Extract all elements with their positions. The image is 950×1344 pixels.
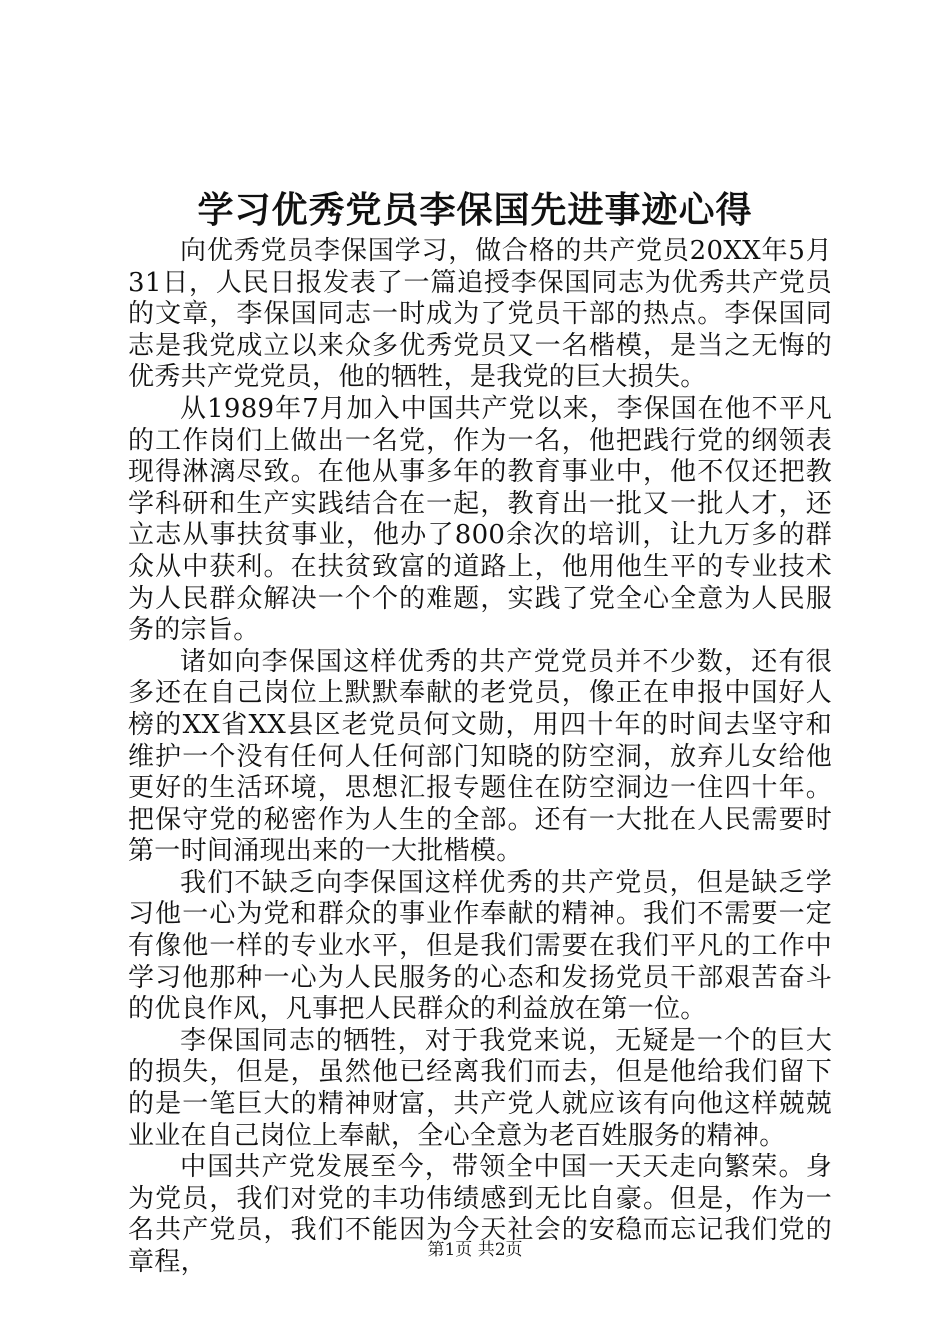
page-footer: 第1页 共2页 [427,1240,523,1260]
paragraph: 诸如向李保国这样优秀的共产党党员并不少数，还有很多还在自己岗位上默默奉献的老党员，像正在申报中国好人榜的XX省XX县区老党员何文勋，用四十年的时间去坚守和维护一个没有任何人任何部门知晓的防空洞，放弃儿女给他更好的生活环境，思想汇报专题住在防空洞边一住四十年。把保守党的秘密作为人生的全部。还有一大批在人民需要时第一时间涌现出来的一大批楷模。 [128,646,832,867]
paragraph: 中国共产党发展至今，带领全中国一天天走向繁荣。身为党员，我们对党的丰功伟绩感到无比自豪。但是，作为一名共产党员，我们不能因为今天社会的安稳而忘记我们党的章程， [128,1152,832,1277]
paragraph: 向优秀党员李保国学习，做合格的共产党员20XX年5月31日，人民日报发表了一篇追授李保国同志为优秀共产党员的文章，李保国同志一时成为了党员干部的热点。李保国同志是我党成立以来众多优秀党员又一名楷模，是当之无悔的优秀共产党党员，他的牺牲，是我党的巨大损失。 [128,236,832,393]
paragraph: 李保国同志的牺牲，对于我党来说，无疑是一个的巨大的损失，但是，虽然他已经离我们而去，但是他给我们留下的是一笔巨大的精神财富，共产党人就应该有向他这样兢兢业业在自己岗位上奉献，全心全意为老百姓服务的精神。 [128,1025,832,1151]
document-title: 学习优秀党员李保国先进事迹心得 [197,189,753,231]
paragraph: 从1989年7月加入中国共产党以来，李保国在他不平凡的工作岗们上做出一名党，作为一名，他把践行党的纲领表现得淋漓尽致。在他从事多年的教育事业中，他不仅还把教学科研和生产实践结合在一起，教育出一批又一批人才，还立志从事扶贫事业，他办了800余次的培训，让九万多的群众从中获利。在扶贫致富的道路上，他用他生平的专业技术为人民群众解决一个个的难题，实践了党全心全意为人民服务的宗旨。 [128,393,832,646]
paragraph: 我们不缺乏向李保国这样优秀的共产党员，但是缺乏学习他一心为党和群众的事业作奉献的精神。我们不需要一定有像他一样的专业水平，但是我们需要在我们平凡的工作中学习他那种一心为人民服务的心态和发扬党员干部艰苦奋斗的优良作风，凡事把人民群众的利益放在第一位。 [128,867,832,1025]
document-body [128,236,832,1279]
